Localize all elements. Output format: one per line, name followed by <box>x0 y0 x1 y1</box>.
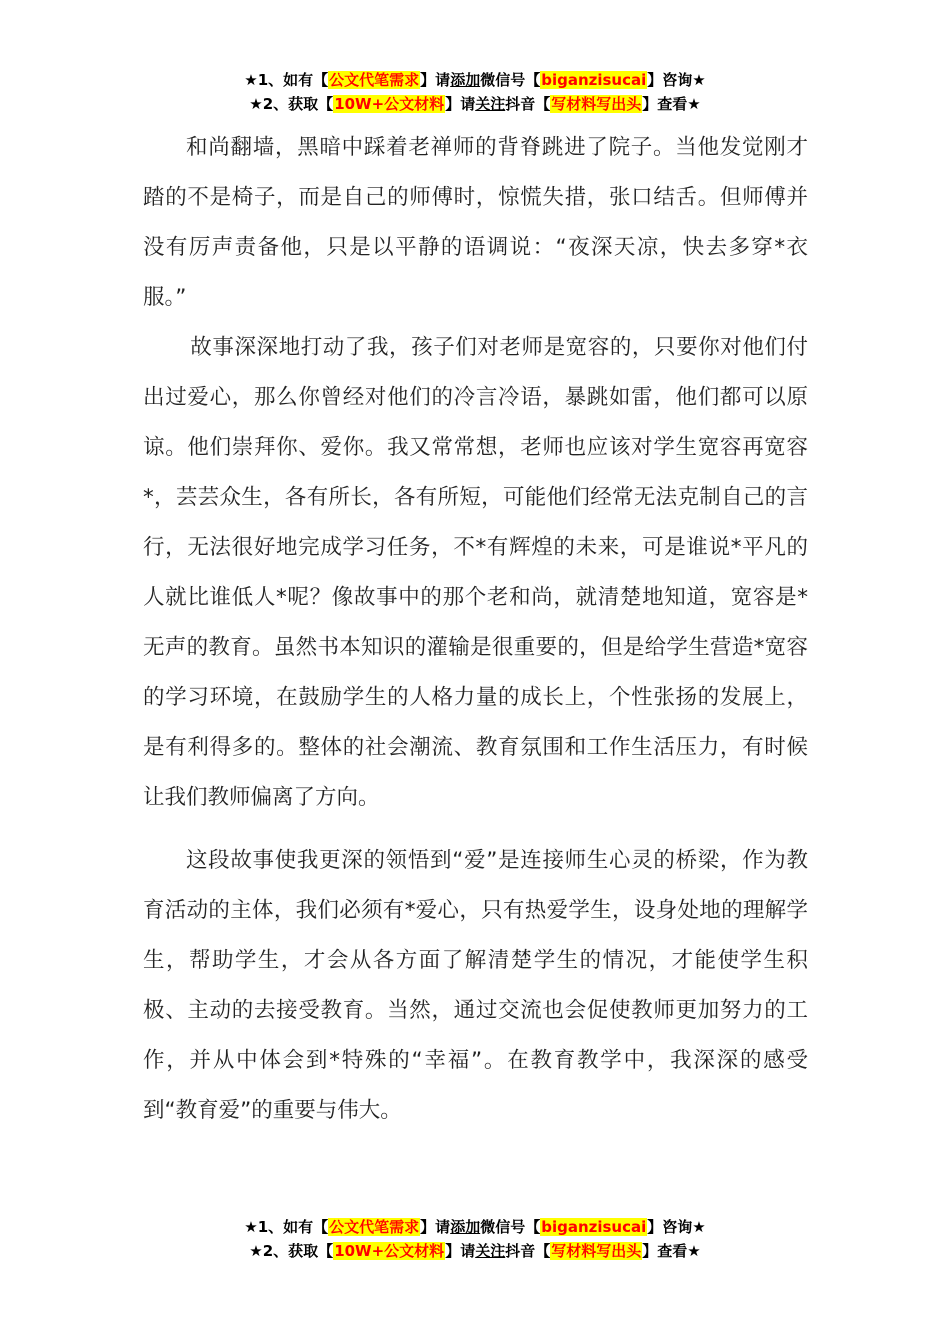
highlight-service: 公文代笔需求 <box>329 71 420 89</box>
banner-text: 】请 <box>445 1242 476 1260</box>
highlight-wechat-id: biganzisucai <box>541 1218 647 1236</box>
banner-text: ★1、如有【 <box>244 71 329 89</box>
footer-banner <box>0 1215 950 1263</box>
underlined-text: 关注 <box>475 1242 506 1260</box>
banner-text: ★2、获取【 <box>249 95 334 113</box>
banner-text: 微信号【 <box>480 71 541 89</box>
document-body <box>143 123 808 1136</box>
banner-text: ★2、获取【 <box>249 1242 334 1260</box>
highlight-wechat-id: biganzisucai <box>541 71 647 89</box>
banner-line-2 <box>0 92 950 116</box>
underlined-text: 关注 <box>475 95 506 113</box>
banner-text: 】咨询★ <box>647 71 706 89</box>
highlight-douyin-account: 写材料写出头 <box>551 1242 642 1260</box>
banner-text: 】查看★ <box>642 1242 701 1260</box>
highlight-douyin-account: 写材料写出头 <box>551 95 642 113</box>
underlined-text: 添加 <box>450 1218 481 1236</box>
underlined-text: 添加 <box>450 71 481 89</box>
banner-text: 抖音【 <box>505 95 551 113</box>
banner-text: 】请 <box>445 95 476 113</box>
banner-text: 】请 <box>420 71 451 89</box>
banner-line-2 <box>0 1239 950 1263</box>
highlight-materials: 10W+公文材料 <box>334 95 445 113</box>
header-banner <box>0 68 950 116</box>
banner-text: 微信号【 <box>480 1218 541 1236</box>
banner-text: 】请 <box>420 1218 451 1236</box>
highlight-service: 公文代笔需求 <box>329 1218 420 1236</box>
banner-line-1 <box>0 1215 950 1239</box>
banner-text: 抖音【 <box>505 1242 551 1260</box>
paragraph: 故事深深地打动了我，孩子们对老师是宽容的，只要你对他们付出过爱心，那么你曾经对他们的冷言冷语，暴跳如雷，他们都可以原谅。他们崇拜你、爱你。我又常常想，老师也应该对学生宽容再宽容*，芸芸众生，各有所长，各有所短，可能他们经常无法克制自己的言行，无法很好地完成学习任务，不*有辉煌的未来，可是谁说*平凡的人就比谁低人*呢？像故事中的那个老和尚，就清楚地知道，宽容是*无声的教育。虽然书本知识的灌输是很重要的，但是给学生营造*宽容的学习环境，在鼓励学生的人格力量的成长上，个性张扬的发展上，是有利得多的。整体的社会潮流、教育氛围和工作生活压力，有时候让我们教师偏离了方向。 <box>143 335 808 810</box>
highlight-materials: 10W+公文材料 <box>334 1242 445 1260</box>
banner-text: 】查看★ <box>642 95 701 113</box>
banner-text: 】咨询★ <box>647 1218 706 1236</box>
banner-line-1 <box>0 68 950 92</box>
paragraph: 这段故事使我更深的领悟到“爱”是连接师生心灵的桥梁，作为教育活动的主体，我们必须有*爱心，只有热爱学生，设身处地的理解学生，帮助学生，才会从各方面了解清楚学生的情况，才能使学生积极、主动的去接受教育。当然，通过交流也会促使教师更加努力的工作，并从中体会到*特殊的“幸福”。在教育教学中，我深深的感受到“教育爱”的重要与伟大。 <box>143 848 808 1123</box>
paragraph: 和尚翻墙，黑暗中踩着老禅师的背脊跳进了院子。当他发觉刚才踏的不是椅子，而是自己的师傅时，惊慌失措，张口结舌。但师傅并没有厉声责备他，只是以平静的语调说：“夜深天凉，快去多穿*衣服。” <box>143 135 808 310</box>
banner-text: ★1、如有【 <box>244 1218 329 1236</box>
